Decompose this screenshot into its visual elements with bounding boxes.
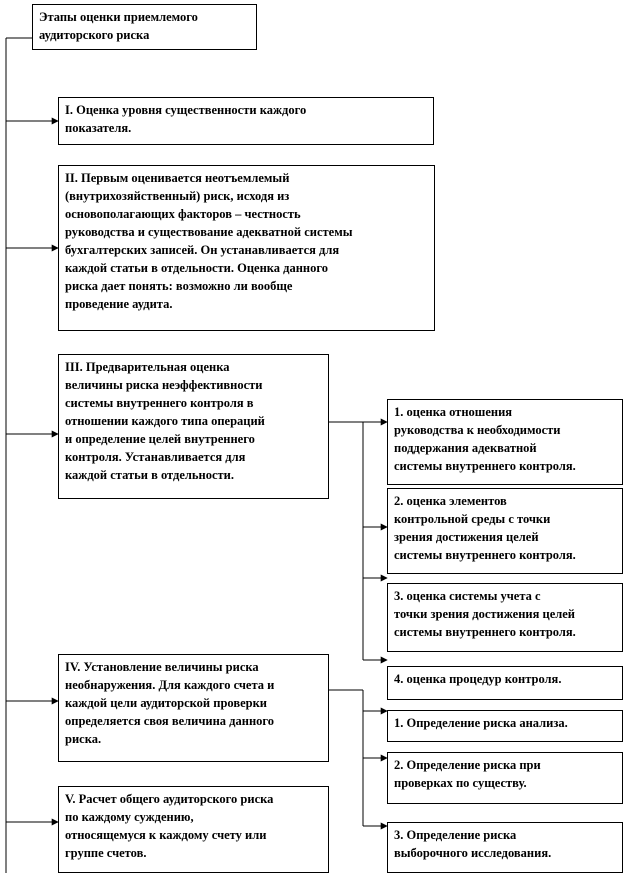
stage-2-box: II. Первым оценивается неотъемлемый (внутрихозяйственный) риск, исходя из основополагающих факторов – честность руководства и существование адекватной системы бухгалтерских записей. Он устанавливается для каждой статьи в отдельности. Оценка данного риска дает понять: возможно ли вообще проведение аудита. xyxy=(58,165,435,331)
stage-3-box: III. Предварительная оценка величины риска неэффективности системы внутреннего контроля в отношении каждого типа операций и определение целей внутреннего контроля. Устанавливается для каждой статьи в отдельности. xyxy=(58,354,329,499)
control-item-4: 4. оценка процедур контроля. xyxy=(387,666,623,700)
control-item-2: 2. оценка элементов контрольной среды с точки зрения достижения целей системы внутреннего контроля. xyxy=(387,488,623,574)
control-item-1: 1. оценка отношения руководства к необходимости поддержания адекватной системы внутреннего контроля. xyxy=(387,399,623,485)
detection-item-2: 2. Определение риска при проверках по существу. xyxy=(387,752,623,804)
stage-4-box: IV. Установление величины риска необнаружения. Для каждого счета и каждой цели аудиторской проверки определяется своя величина данного риска. xyxy=(58,654,329,762)
diagram-title: Этапы оценки приемлемого аудиторского риска xyxy=(32,4,257,50)
detection-item-3: 3. Определение риска выборочного исследования. xyxy=(387,822,623,873)
detection-item-1: 1. Определение риска анализа. xyxy=(387,710,623,742)
stage-5-box: V. Расчет общего аудиторского риска по каждому суждению, относящемуся к каждому счету или группе счетов. xyxy=(58,786,329,873)
control-item-3: 3. оценка системы учета с точки зрения достижения целей системы внутреннего контроля. xyxy=(387,583,623,652)
stage-1-box: I. Оценка уровня существенности каждого показателя. xyxy=(58,97,434,145)
